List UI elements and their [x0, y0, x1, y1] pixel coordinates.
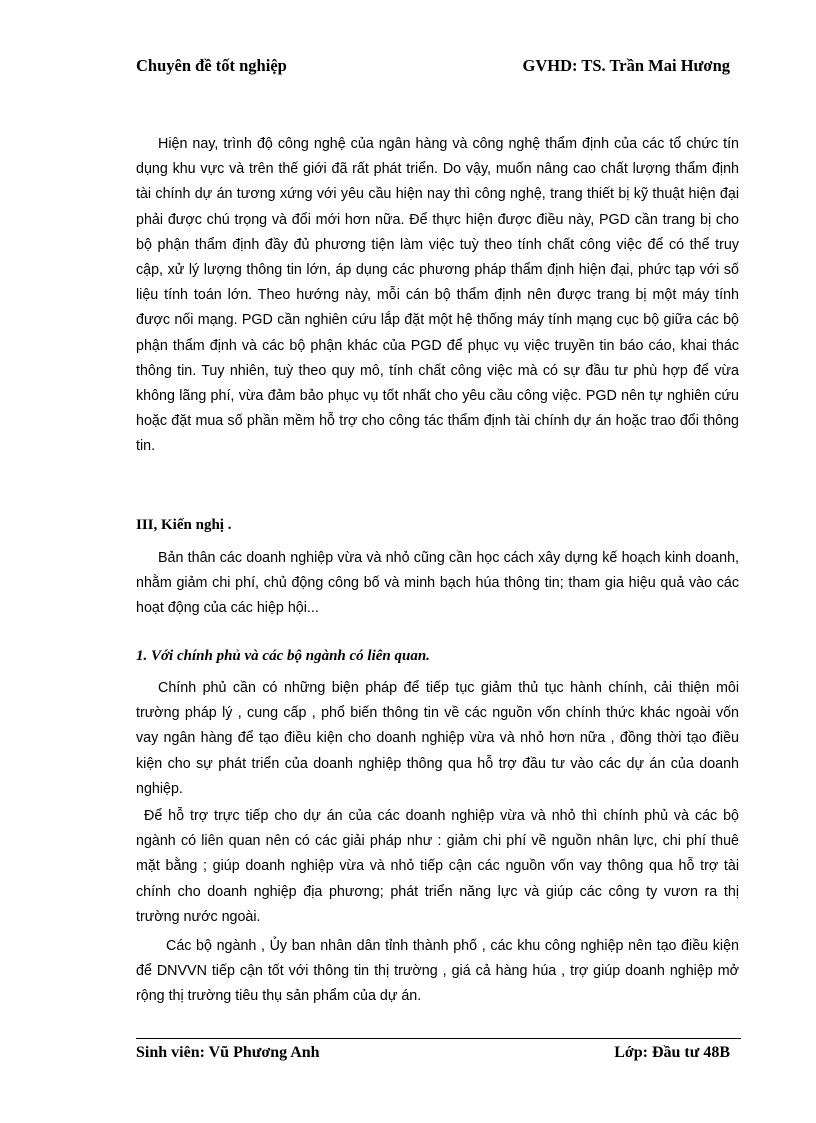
- footer-divider: [136, 1038, 741, 1039]
- subsection-heading-government: 1. Với chính phủ và các bộ ngành có liên quan.: [136, 648, 430, 664]
- header-title: Chuyên đề tốt nghiệp: [136, 56, 287, 75]
- paragraph-direct-support: Để hỗ trợ trực tiếp cho dự án của các doanh nghiệp vừa và nhỏ thì chính phủ và các bộ ngành có liên quan nên có các giải pháp như : giảm chi phí về nguồn nhân lực, chi phí thuê mặt bằng ; giúp doanh nghiệp vừa và nhỏ tiếp cận các nguồn vốn vay thông qua hỗ trợ tài chính cho doanh nghiệp địa phương; phát triển năng lực và giúp các công ty vươn ra thị trường nước ngoài.: [136, 808, 739, 925]
- paragraph-government-measures: Chính phủ cần có những biện pháp để tiếp tục giảm thủ tục hành chính, cải thiện môi trường pháp lý , cung cấp , phổ biến thông tin về các nguồn vốn chính thức khác ngoài vốn vay ngân hàng để tạo điều kiện cho doanh nghiệp vừa và nhỏ hơn nữa , đồng thời tạo điều kiện cho sự phát triển của doanh nghiệp thông qua hỗ trợ đầu tư vào các dự án của doanh nghiệp.: [136, 680, 739, 797]
- page-footer: [136, 1044, 730, 1068]
- footer-class: Lớp: Đầu tư 48B: [614, 1044, 730, 1061]
- paragraph-sme-self: Bản thân các doanh nghiệp vừa và nhỏ cũng cần học cách xây dựng kế hoạch kinh doanh, nhằm giảm chi phí, chủ động công bố và minh bạch húa thông tin; tham gia hiệu quả vào các hoạt động của các hiệp hội...: [136, 550, 739, 617]
- page-header: [136, 56, 730, 82]
- paragraph-technology: Hiện nay, trình độ công nghệ của ngân hàng và công nghệ thẩm định của các tổ chức tín dụng khu vực và trên thế giới đã rất phát triển. Do vậy, muốn nâng cao chất lượng thẩm định tài chính dự án tương xứng với yêu cầu hiện nay thì công nghệ, trang thiết bị kỹ thuật hiện đại phải được chú trọng và đổi mới hơn nữa. Để thực hiện được điều này, PGD cần trang bị cho bộ phận thẩm định đầy đủ phương tiện làm việc tuỳ theo tính chất công việc để có thể truy cập, xử lý lượng thông tin lớn, áp dụng các phương pháp thẩm định hiện đại, phức tạp với số liệu tính toán lớn. Theo hướng này, mỗi cán bộ thẩm định nên được trang bị một máy tính được nối mạng. PGD cần nghiên cứu lắp đặt một hệ thống máy tính mạng cục bộ giữa các bộ phận thẩm định và các bộ phận khác của PGD để phục vụ việc truyền tin báo cáo, khai thác thông tin. Tuy nhiên, tuỳ theo quy mô, tính chất công việc mà có sự đầu tư phù hợp để vừa không lãng phí, vừa đảm bảo phục vụ tốt nhất cho yêu cầu công việc. PGD nên tự nghiên cứu hoặc đặt mua số phần mềm hỗ trợ cho công tác thẩm định tài chính dự án hoặc trao đổi thông tin.: [136, 136, 739, 455]
- paragraph-ministries: Các bộ ngành , Ủy ban nhân dân tỉnh thành phố , các khu công nghiệp nên tạo điều kiện để DNVVN tiếp cận tốt với thông tin thị trường , giá cả hàng húa , trợ giúp doanh nghiệp mở rộng thị trường tiêu thụ sản phẩm của dự án.: [136, 938, 739, 1005]
- section-heading-recommendations: III, Kiến nghị .: [136, 517, 232, 533]
- footer-student: Sinh viên: Vũ Phương Anh: [136, 1044, 320, 1061]
- header-advisor: GVHD: TS. Trần Mai Hương: [522, 56, 730, 75]
